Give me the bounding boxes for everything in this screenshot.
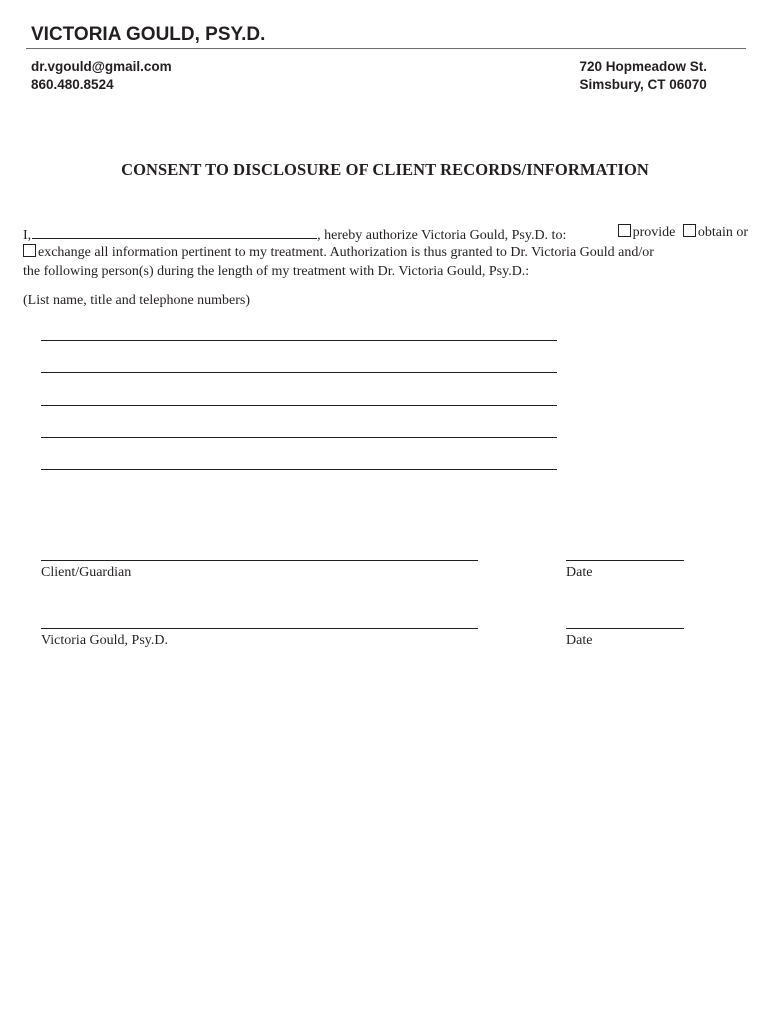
recipient-line-1[interactable]	[41, 340, 557, 341]
recipient-line-5[interactable]	[41, 469, 557, 470]
provide-label: provide	[632, 225, 676, 240]
authorization-line-2	[23, 244, 748, 261]
email-address: dr.vgould@gmail.com	[31, 59, 172, 74]
recipient-line-2[interactable]	[41, 372, 557, 373]
office-address	[579, 58, 707, 94]
recipient-line-4[interactable]	[41, 437, 557, 438]
client-date-label: Date	[566, 565, 593, 580]
provider-signature-label: Victoria Gould, Psy.D.	[41, 633, 168, 648]
intro-prefix: I,	[23, 228, 32, 243]
exchange-label: exchange all information pertinent to my treatment. Authorization is thus granted to Dr. Victoria Gould and/or	[38, 245, 654, 260]
practitioner-name: VICTORIA GOULD, PSY.D.	[31, 24, 266, 45]
authorization-line-3: the following person(s) during the length of my treatment with Dr. Victoria Gould, Psy.D.:	[23, 264, 530, 279]
authorization-line-1	[23, 224, 748, 244]
obtain-checkbox[interactable]	[683, 224, 696, 237]
client-date-line[interactable]	[566, 560, 684, 561]
intro-suffix: , hereby authorize Victoria Gould, Psy.D. to:	[317, 228, 567, 243]
list-instruction: (List name, title and telephone numbers)	[23, 293, 251, 308]
provider-signature-line[interactable]	[41, 628, 478, 629]
client-signature-label: Client/Guardian	[41, 565, 132, 580]
address-street: 720 Hopmeadow St.	[579, 59, 707, 74]
obtain-label: obtain or	[697, 225, 748, 240]
provider-date-line[interactable]	[566, 628, 684, 629]
contact-info	[31, 58, 172, 94]
client-name-field[interactable]	[32, 224, 317, 239]
provide-checkbox[interactable]	[618, 224, 631, 237]
phone-number: 860.480.8524	[31, 77, 114, 92]
recipient-line-3[interactable]	[41, 405, 557, 406]
form-title: CONSENT TO DISCLOSURE OF CLIENT RECORDS/INFORMATION	[121, 160, 649, 179]
address-city: Simsbury, CT 06070	[579, 77, 707, 92]
header-divider	[26, 48, 746, 49]
exchange-checkbox[interactable]	[23, 244, 36, 257]
provider-date-label: Date	[566, 633, 593, 648]
client-signature-line[interactable]	[41, 560, 478, 561]
